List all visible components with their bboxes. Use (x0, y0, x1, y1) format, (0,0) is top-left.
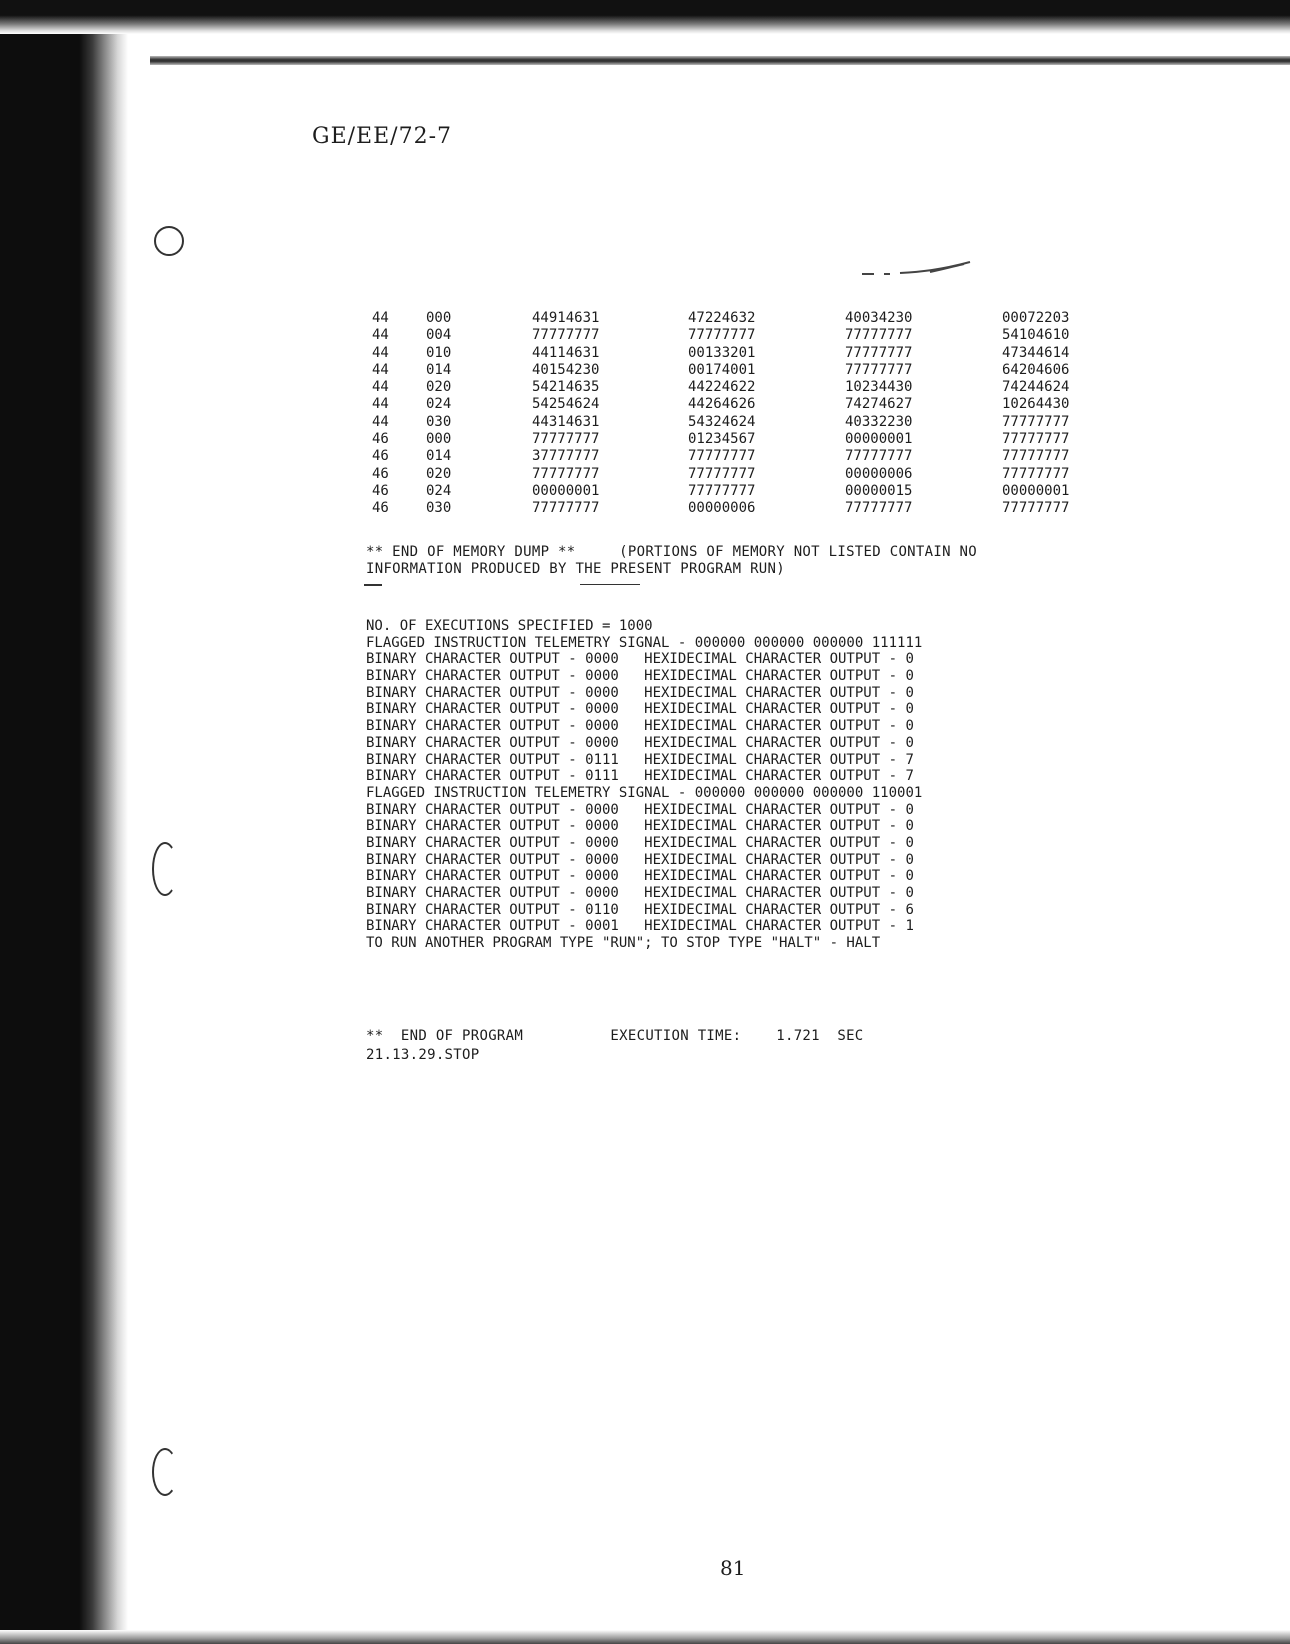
memory-dump-cell: 014 (426, 361, 452, 378)
memory-dump-cell: 77777777 (845, 361, 913, 378)
stop-line: 21.13.29.STOP (366, 1047, 480, 1063)
memory-dump-cell: 10264430 (1002, 396, 1070, 413)
memory-dump-cell: 47224632 (688, 310, 756, 326)
memory-dump-cell: 020 (426, 379, 452, 396)
memory-dump-cell: 44 (372, 396, 389, 413)
output-line: BINARY CHARACTER OUTPUT - 0110 HEXIDECIMAL CHARACTER OUTPUT - 6 (366, 901, 914, 918)
memory-dump-cell: 46 (372, 482, 389, 499)
output-line: FLAGGED INSTRUCTION TELEMETRY SIGNAL - 000000 000000 000000 111111 (366, 634, 923, 651)
memory-dump-cell: 01234567 (688, 431, 756, 448)
memory-dump-cell: 00000001 (532, 482, 600, 499)
memory-dump-cell: 10234430 (845, 379, 913, 396)
output-line: BINARY CHARACTER OUTPUT - 0000 HEXIDECIMAL CHARACTER OUTPUT - 0 (366, 868, 914, 885)
memory-dump-cell: 00174001 (688, 361, 756, 378)
memory-dump-cell: 00000006 (845, 465, 913, 482)
memory-dump-cell: 77777777 (1002, 500, 1070, 517)
memory-dump-cell: 030 (426, 500, 452, 517)
memory-dump-cell: 64204606 (1002, 361, 1070, 378)
underline-mark (580, 584, 640, 585)
output-line: BINARY CHARACTER OUTPUT - 0000 HEXIDECIMAL CHARACTER OUTPUT - 0 (366, 701, 914, 718)
memory-dump-cell: 44114631 (532, 344, 600, 361)
memory-dump-cell: 54104610 (1002, 327, 1070, 344)
memory-dump-cell: 000 (426, 310, 452, 326)
output-line: BINARY CHARACTER OUTPUT - 0111 HEXIDECIMAL CHARACTER OUTPUT - 7 (366, 768, 914, 785)
memory-dump-end-note: ** END OF MEMORY DUMP ** (PORTIONS OF MEMORY NOT LISTED CONTAIN NO (366, 544, 978, 560)
memory-dump-cell: 74244624 (1002, 379, 1070, 396)
memory-dump-cell: 77777777 (845, 344, 913, 361)
memory-dump-cell: 00133201 (688, 344, 756, 361)
output-line: BINARY CHARACTER OUTPUT - 0000 HEXIDECIMAL CHARACTER OUTPUT - 0 (366, 651, 914, 668)
output-line: FLAGGED INSTRUCTION TELEMETRY SIGNAL - 000000 000000 000000 110001 (366, 784, 923, 801)
binder-hole (152, 842, 178, 896)
scan-top-edge (0, 0, 1290, 34)
printout-top-rule (150, 56, 1290, 65)
pen-mark (860, 258, 990, 280)
memory-dump-cell: 37777777 (532, 448, 600, 465)
output-line: BINARY CHARACTER OUTPUT - 0000 HEXIDECIMAL CHARACTER OUTPUT - 0 (366, 801, 914, 818)
memory-dump-cell: 77777777 (688, 448, 756, 465)
page-number: 81 (720, 1556, 746, 1580)
memory-dump-cell: 77777777 (688, 327, 756, 344)
end-of-program-line: ** END OF PROGRAM EXECUTION TIME: 1.721 SEC (366, 1028, 864, 1044)
output-line: BINARY CHARACTER OUTPUT - 0000 HEXIDECIMAL CHARACTER OUTPUT - 0 (366, 718, 914, 735)
output-line: BINARY CHARACTER OUTPUT - 0000 HEXIDECIMAL CHARACTER OUTPUT - 0 (366, 734, 914, 751)
memory-dump-cell: 44 (372, 413, 389, 430)
memory-dump-cell: 77777777 (532, 431, 600, 448)
output-line: BINARY CHARACTER OUTPUT - 0000 HEXIDECIMAL CHARACTER OUTPUT - 0 (366, 684, 914, 701)
output-line: BINARY CHARACTER OUTPUT - 0111 HEXIDECIMAL CHARACTER OUTPUT - 7 (366, 751, 914, 768)
memory-dump-cell: 020 (426, 465, 452, 482)
memory-dump-cell: 47344614 (1002, 344, 1070, 361)
underline-mark (364, 584, 382, 586)
memory-dump-cell: 54254624 (532, 396, 600, 413)
memory-dump-cell: 00000015 (845, 482, 913, 499)
memory-dump-cell: 46 (372, 448, 389, 465)
memory-dump-cell: 004 (426, 327, 452, 344)
memory-dump-cell: 000 (426, 431, 452, 448)
memory-dump-cell: 77777777 (1002, 431, 1070, 448)
memory-dump-cell: 77777777 (532, 500, 600, 517)
memory-dump-cell: 44 (372, 379, 389, 396)
scan-bottom-edge (0, 1630, 1290, 1644)
memory-dump-cell: 44 (372, 344, 389, 361)
memory-dump-cell: 44264626 (688, 396, 756, 413)
output-line: BINARY CHARACTER OUTPUT - 0000 HEXIDECIMAL CHARACTER OUTPUT - 0 (366, 668, 914, 685)
memory-dump-cell: 77777777 (1002, 413, 1070, 430)
memory-dump-cell: 77777777 (688, 465, 756, 482)
execution-output (366, 618, 922, 952)
memory-dump-cell: 014 (426, 448, 452, 465)
output-line: BINARY CHARACTER OUTPUT - 0000 HEXIDECIMAL CHARACTER OUTPUT - 0 (366, 834, 914, 851)
memory-dump-end-note-continued: INFORMATION PRODUCED BY THE PRESENT PROGRAM RUN) (366, 561, 785, 577)
output-line: BINARY CHARACTER OUTPUT - 0000 HEXIDECIMAL CHARACTER OUTPUT - 0 (366, 885, 914, 901)
memory-dump-cell: 77777777 (845, 448, 913, 465)
memory-dump-cell: 77777777 (1002, 465, 1070, 482)
memory-dump-cell: 46 (372, 500, 389, 517)
memory-dump-cell: 44 (372, 327, 389, 344)
memory-dump-cell: 54324624 (688, 413, 756, 430)
memory-dump-cell: 77777777 (845, 500, 913, 517)
memory-dump-cell: 77777777 (532, 327, 600, 344)
binder-hole (152, 1448, 178, 1496)
memory-dump-cell: 00000001 (1002, 482, 1070, 499)
scan-left-edge (0, 0, 128, 1644)
memory-dump-cell: 40154230 (532, 361, 600, 378)
memory-dump-cell: 46 (372, 465, 389, 482)
memory-dump-cell: 024 (426, 482, 452, 499)
memory-dump-cell: 74274627 (845, 396, 913, 413)
memory-dump-cell: 77777777 (1002, 448, 1070, 465)
memory-dump-cell: 010 (426, 344, 452, 361)
memory-dump-cell: 77777777 (688, 482, 756, 499)
memory-dump-cell: 77777777 (532, 465, 600, 482)
output-line: BINARY CHARACTER OUTPUT - 0000 HEXIDECIMAL CHARACTER OUTPUT - 0 (366, 818, 914, 835)
output-line: BINARY CHARACTER OUTPUT - 0000 HEXIDECIMAL CHARACTER OUTPUT - 0 (366, 851, 914, 868)
output-line: TO RUN ANOTHER PROGRAM TYPE "RUN"; TO STOP TYPE "HALT" - HALT (366, 935, 881, 952)
memory-dump-cell: 44 (372, 361, 389, 378)
memory-dump-cell: 77777777 (845, 327, 913, 344)
document-id: GE/EE/72-7 (312, 124, 453, 149)
memory-dump-cell: 44314631 (532, 413, 600, 430)
memory-dump-cell: 00072203 (1002, 310, 1070, 326)
memory-dump-cell: 44914631 (532, 310, 600, 326)
memory-dump-cell: 44 (372, 310, 389, 326)
binder-hole (154, 226, 184, 256)
memory-dump-cell: 54214635 (532, 379, 600, 396)
memory-dump-cell: 024 (426, 396, 452, 413)
output-line: NO. OF EXECUTIONS SPECIFIED = 1000 (366, 618, 653, 634)
memory-dump-cell: 00000006 (688, 500, 756, 517)
memory-dump-cell: 030 (426, 413, 452, 430)
memory-dump-cell: 46 (372, 431, 389, 448)
memory-dump-cell: 40034230 (845, 310, 913, 326)
output-line: BINARY CHARACTER OUTPUT - 0001 HEXIDECIMAL CHARACTER OUTPUT - 1 (366, 918, 914, 935)
memory-dump-cell: 44224622 (688, 379, 756, 396)
memory-dump-cell: 40332230 (845, 413, 913, 430)
memory-dump-cell: 00000001 (845, 431, 913, 448)
